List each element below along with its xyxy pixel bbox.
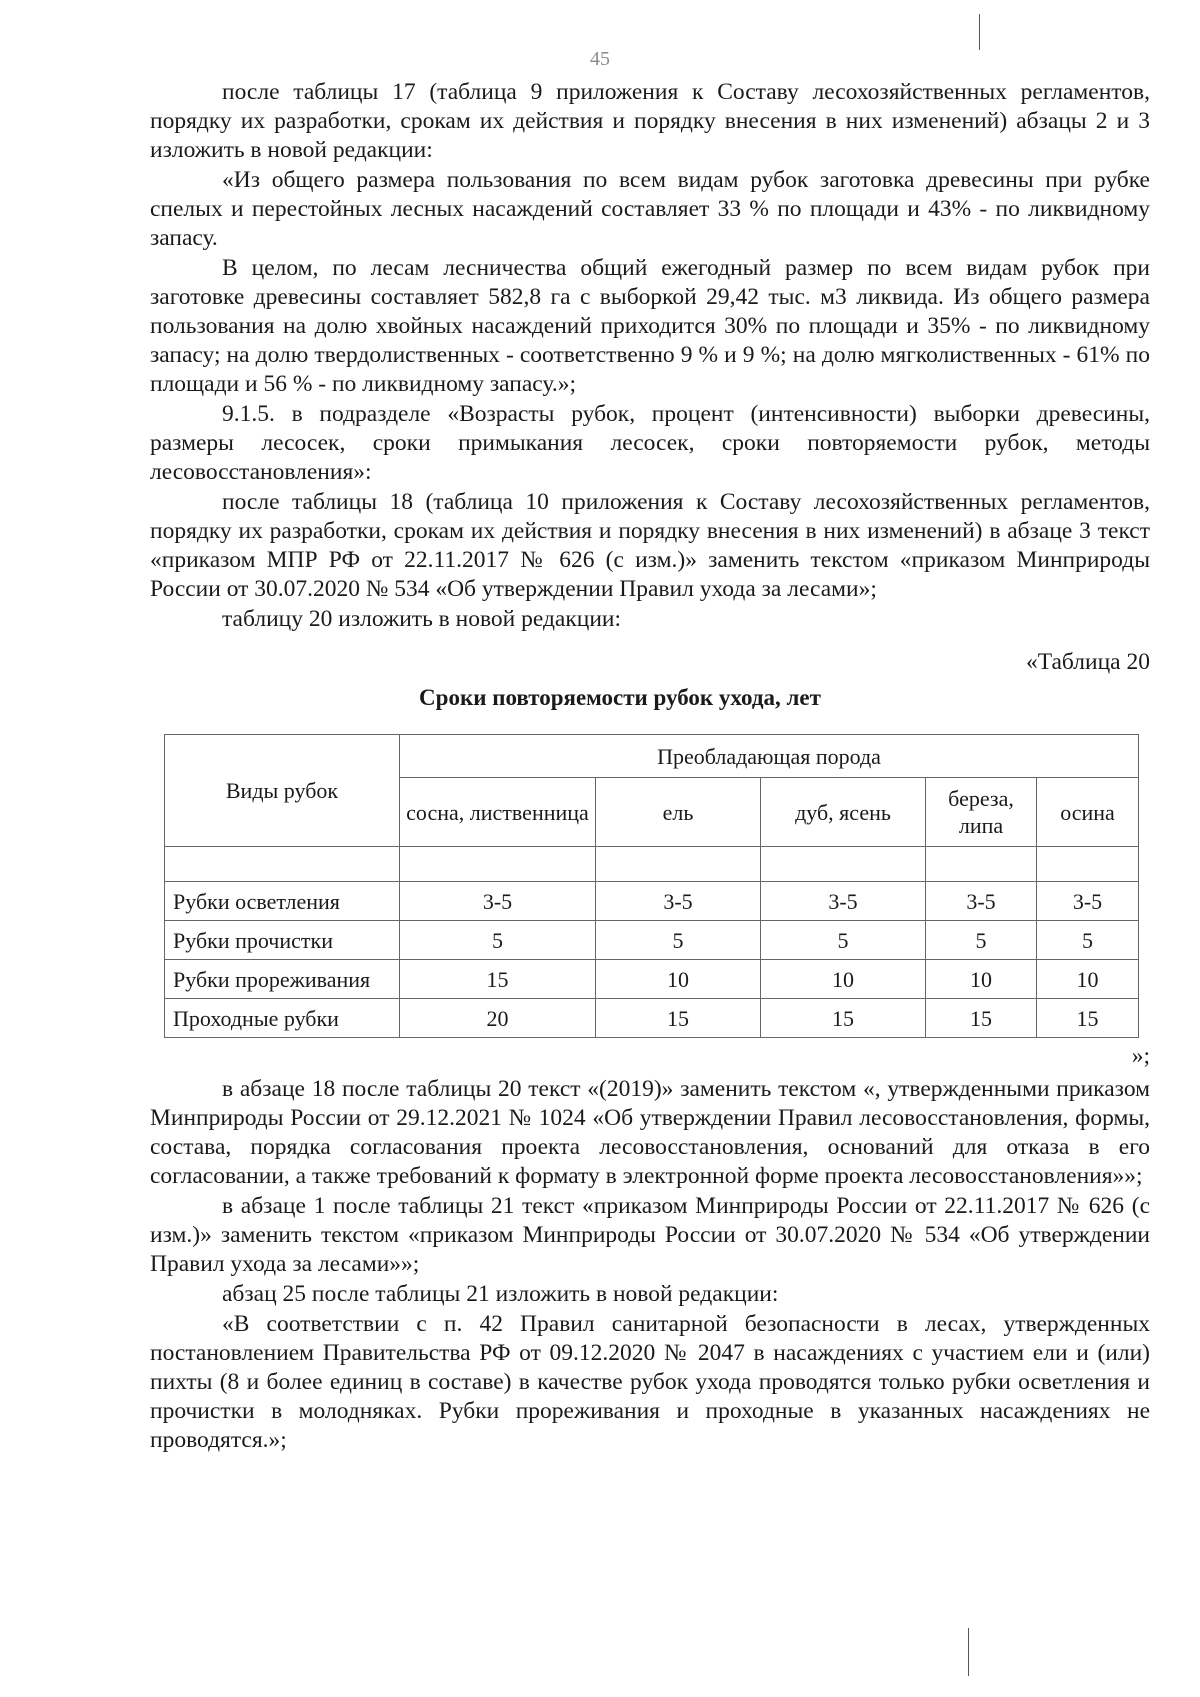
table-cell: 3-5 (761, 882, 926, 921)
table-row (165, 921, 1139, 960)
table-row (165, 960, 1139, 999)
table-cell: 3-5 (400, 882, 596, 921)
column-header: береза, липа (926, 778, 1037, 847)
table-cell: 5 (596, 921, 761, 960)
table-cell: 10 (926, 960, 1037, 999)
paragraph: «Из общего размера пользования по всем видам рубок заготовка древесины при рубке спелых и перестойных лесных насаждений составляет 33 % по площади и 43% - по ликвидному запасу. (150, 167, 1150, 251)
column-header: сосна, лиственница (400, 778, 596, 847)
table-cell: 15 (400, 960, 596, 999)
page-number: 45 (590, 48, 610, 70)
document-body (150, 78, 1150, 1456)
row-label: Рубки прочистки (165, 921, 400, 960)
row-label: Рубки осветления (165, 882, 400, 921)
paragraph: таблицу 20 изложить в новой редакции: (222, 606, 622, 632)
table-cell: 3-5 (596, 882, 761, 921)
table-cell: 15 (926, 999, 1037, 1038)
paragraph: 9.1.5. в подразделе «Возрасты рубок, процент (интенсивности) выборки древесины, размеры лесосек, сроки примыкания лесосек, сроки повторяемости рубок, методы лесовосстановления»: (150, 401, 1150, 485)
spacer-row (165, 847, 1139, 882)
scan-artifact-line (968, 1628, 969, 1676)
table-row (165, 999, 1139, 1038)
logging-interval-table (164, 734, 1139, 1038)
table-cell: 3-5 (1037, 882, 1139, 921)
paragraph: после таблицы 18 (таблица 10 приложения к Составу лесохозяйственных регламентов, порядку их разработки, срокам их действия и порядку внесения в них изменений) в абзаце 3 текст «приказом МПР РФ от 22.11.2017 № 626 (с изм.)» заменить текстом «приказом Минприроды России от 30.07.2020 № 534 «Об утверждении Правил ухода за лесами»; (150, 489, 1150, 602)
column-header: дуб, ясень (761, 778, 926, 847)
table-cell: 3-5 (926, 882, 1037, 921)
scan-artifact-line (979, 14, 980, 50)
paragraph: абзац 25 после таблицы 21 изложить в новой редакции: (222, 1281, 779, 1307)
corner-header: Виды рубок (165, 735, 400, 847)
table-cell: 15 (1037, 999, 1139, 1038)
table-cell: 5 (926, 921, 1037, 960)
table-number-label: «Таблица 20 (1025, 649, 1150, 675)
paragraph: в абзаце 1 после таблицы 21 текст «приказом Минприроды России от 22.11.2017 № 626 (с изм.)» заменить текстом «приказом Минприроды России от 30.07.2020 № 534 «Об утверждении Правил ухода за лесами»»; (150, 1193, 1150, 1277)
spacer-cell (165, 847, 400, 882)
table-title: Сроки повторяемости рубок ухода, лет (419, 685, 821, 710)
table-cell: 10 (1037, 960, 1139, 999)
table-cell: 10 (596, 960, 761, 999)
paragraph: «В соответствии с п. 42 Правил санитарной безопасности в лесах, утвержденных постановлением Правительства РФ от 09.12.2020 № 2047 в насаждениях с участием ели и (или) пихты (8 и более единиц в составе) в качестве рубок ухода проводятся только рубки осветления и прочистки в молодняках. Рубки прореживания и проходные в указанных насаждениях не проводятся.»; (150, 1311, 1150, 1453)
table-cell: 20 (400, 999, 596, 1038)
paragraph: В целом, по лесам лесничества общий ежегодный размер по всем видам рубок при заготовке древесины составляет 582,8 га с выборкой 29,42 тыс. м3 ликвида. Из общего размера пользования на долю хвойных насаждений приходится 30% по площади и 35% - по ликвидному запасу; на долю твердолиственных - соответственно 9 % и 9 %; на долю мягколиственных - 61% по площади и 56 % - по ликвидному запасу.»; (150, 255, 1150, 397)
column-header: осина (1037, 778, 1139, 847)
group-header: Преобладающая порода (400, 735, 1139, 778)
column-header: ель (596, 778, 761, 847)
table-row (165, 882, 1139, 921)
table-cell: 5 (761, 921, 926, 960)
row-label: Рубки прореживания (165, 960, 400, 999)
table-cell: 15 (596, 999, 761, 1038)
table-cell: 10 (761, 960, 926, 999)
paragraph: после таблицы 17 (таблица 9 приложения к Составу лесохозяйственных регламентов, порядку их разработки, срокам их действия и порядку внесения в них изменений) абзацы 2 и 3 изложить в новой редакции: (150, 79, 1150, 163)
table-cell: 15 (761, 999, 926, 1038)
table-closing-quote: »; (1131, 1043, 1150, 1069)
row-label: Проходные рубки (165, 999, 400, 1038)
paragraph: в абзаце 18 после таблицы 20 текст «(2019)» заменить текстом «, утвержденными приказом Минприроды России от 29.12.2021 № 1024 «Об утверждении Правил лесовосстановления, формы, состава, порядка согласования проекта лесовосстановления, оснований для отказа в его согласовании, а также требований к формату в электронной форме проекта лесовосстановления»»; (150, 1076, 1150, 1189)
table-cell: 5 (400, 921, 596, 960)
table-cell: 5 (1037, 921, 1139, 960)
